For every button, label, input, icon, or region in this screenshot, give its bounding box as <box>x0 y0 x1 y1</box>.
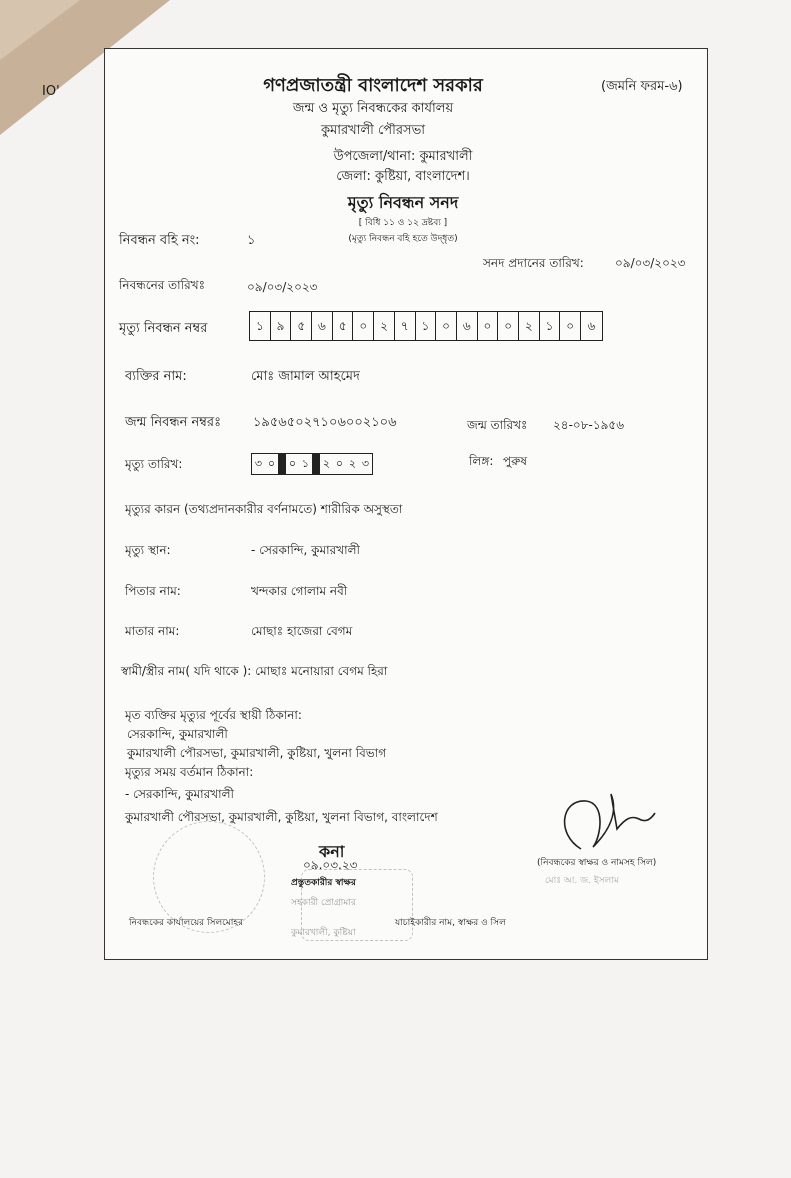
preparer-signature: কনা <box>319 842 345 861</box>
birth-date-value: ২৪-০৮-১৯৫৬ <box>553 418 625 432</box>
preparer-label: প্রস্তুতকারীর স্বাক্ষর <box>291 878 356 888</box>
person-name-label: ব্যক্তির নাম: <box>125 369 187 384</box>
date-separator <box>278 454 286 474</box>
register-book-label: নিবন্ধন বহি নং: <box>119 233 200 248</box>
mother-value: মোছাঃ হাজেরা বেগম <box>251 624 353 638</box>
verifier-label: যাচাইকারীর নাম, স্বাক্ষর ও সিল <box>395 918 506 928</box>
reg-digit: ০ <box>353 312 374 340</box>
registration-date-label: নিবন্ধনের তারিখঃ <box>119 278 205 292</box>
registrar-label: (নিবন্ধকের স্বাক্ষর ও নামসহ সিল) <box>537 858 657 868</box>
date-digit: ১ <box>301 457 310 470</box>
birth-reg-value: ১৯৫৬৫০২৭১০৬০০২১০৬ <box>253 415 397 430</box>
death-date-boxes <box>251 453 373 475</box>
paper-corner-shade <box>0 0 80 60</box>
date-separator <box>312 454 320 474</box>
date-digit: ২ <box>348 457 357 470</box>
faded-seal-text: কুমারখালী, কুষ্টিয়া <box>291 928 356 938</box>
person-name-value: মোঃ জামাল আহমেদ <box>251 369 360 384</box>
gender-label: লিঙ্গ: <box>469 454 494 468</box>
certificate-title: মৃত্যু নিবন্ধন সনদ <box>347 193 459 212</box>
reg-digit: ০ <box>436 312 457 340</box>
faded-seal-text-2: সহকারী প্রোগ্রামার <box>291 898 356 908</box>
present-address-line2: কুমারখালী পৌরসভা, কুমারখালী, কুষ্টিয়া, খুলনা বিভাগ, বাংলাদেশ <box>125 810 438 824</box>
reg-digit: ৫ <box>291 312 312 340</box>
reg-digit: ১ <box>540 312 561 340</box>
permanent-address-label: মৃত ব্যক্তির মৃত্যুর পূর্বের স্থায়ী ঠিকানা: <box>125 708 302 722</box>
rule-reference: [ বিধি ১১ ও ১২ দ্রষ্টব্য ] <box>358 218 448 228</box>
municipality-name: কুমারখালী পৌরসভা <box>320 123 426 138</box>
date-digit: ০ <box>288 457 297 470</box>
reg-digit: ৬ <box>587 319 596 333</box>
govt-title: গণপ্রজাতন্ত্রী বাংলাদেশ সরকার <box>263 75 483 96</box>
office-title: জন্ম ও মৃত্যু নিবন্ধকের কার্যালয় <box>292 101 454 116</box>
present-address-line1: - সেরকান্দি, কুমারখালী <box>125 787 234 801</box>
registration-date-value: ০৯/০৩/২০২৩ <box>247 280 318 294</box>
district-line: জেলা: কুষ্টিয়া, বাংলাদেশ। <box>336 169 470 184</box>
present-address-label: মৃত্যুর সময় বর্তমান ঠিকানা: <box>125 765 254 779</box>
registrar-stamp-text: মোঃ আ. জ. ইসলাম <box>545 876 619 886</box>
death-certificate <box>104 48 708 960</box>
mother-label: মাতার নাম: <box>125 624 180 638</box>
register-book-value: ১ <box>247 233 256 248</box>
reg-digit: ৬ <box>457 312 478 340</box>
death-date-label: মৃত্যু তারিখ: <box>125 457 183 471</box>
reg-digit: ০ <box>478 312 499 340</box>
date-digit: ২ <box>322 457 331 470</box>
permanent-address-line2: কুমারখালী পৌরসভা, কুমারখালী, কুষ্টিয়া, খুলনা বিভাগ <box>127 746 387 760</box>
reg-digit: ০ <box>498 312 519 340</box>
reg-digit: ০ <box>560 312 581 340</box>
reg-digit: ২ <box>374 312 395 340</box>
reg-digit: ২ <box>519 312 540 340</box>
page-number: IO' <box>42 84 60 99</box>
upazila-line: উপজেলা/থানা: কুমারখালী <box>333 149 473 164</box>
cause-of-death: মৃত্যুর কারন (তথ্যপ্রদানকারীর বর্ণনামতে) শারীরিক অসুস্থতা <box>125 502 403 516</box>
death-place-label: মৃত্যু স্থান: <box>125 543 171 557</box>
father-value: খন্দকার গোলাম নবী <box>251 584 348 598</box>
father-label: পিতার নাম: <box>125 584 181 598</box>
date-digit: ৩ <box>254 457 263 470</box>
preparer-date: ০৯.০৩.২৩ <box>303 858 358 872</box>
death-reg-number <box>249 311 603 341</box>
reg-digit: ৫ <box>333 312 354 340</box>
date-digit: ০ <box>335 457 344 470</box>
spouse-line: স্বামী/স্ত্রীর নাম( যদি থাকে ): মোছাঃ মনোয়ারা বেগম হিরা <box>121 664 388 678</box>
death-place-value: - সেরকান্দি, কুমারখালী <box>251 543 360 557</box>
date-digit: ৩ <box>361 457 370 470</box>
issue-date-label: সনদ প্রদানের তারিখ: <box>483 256 584 270</box>
issue-date-value: ০৯/০৩/২০২৩ <box>615 256 686 270</box>
form-number: (জমনি ফরম-৬) <box>601 79 683 94</box>
reg-digit: ১ <box>416 312 437 340</box>
reg-digit: ৬ <box>312 312 333 340</box>
registrar-signature <box>551 789 661 859</box>
birth-reg-label: জন্ম নিবন্ধন নম্বরঃ <box>125 415 222 430</box>
reg-digit: ৭ <box>395 312 416 340</box>
office-seal-label: নিবন্ধকের কার্যালয়ের সিলমোহর <box>129 918 244 928</box>
gender-value: পুরুষ <box>503 454 527 468</box>
reg-digit: ৯ <box>271 312 292 340</box>
date-digit: ০ <box>267 457 276 470</box>
reg-digit: ১ <box>250 312 271 340</box>
source-note: (মৃত্যু নিবন্ধন বহি হতে উদ্‌ধৃত) <box>348 234 458 244</box>
permanent-address-line1: সেরকান্দি, কুমারখালী <box>127 727 228 741</box>
birth-date-label: জন্ম তারিখঃ <box>467 418 528 432</box>
death-reg-label: মৃত্যু নিবন্ধন নম্বর <box>119 321 208 336</box>
